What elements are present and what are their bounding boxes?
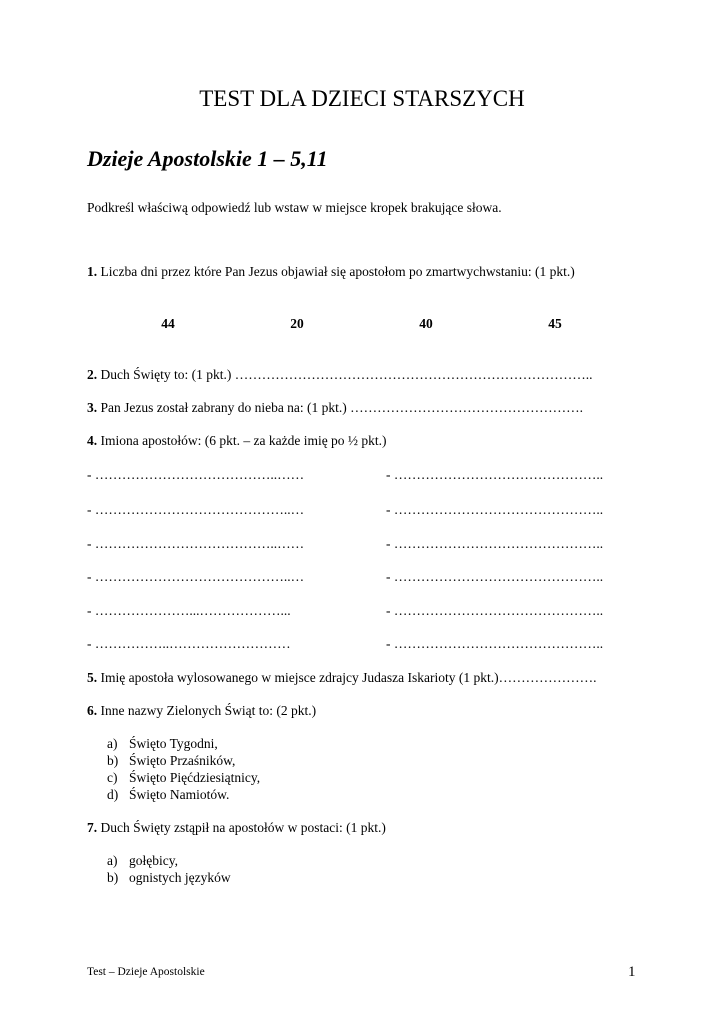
answer-option[interactable]: 40 [419,316,433,331]
answer-option[interactable]: 44 [161,316,175,331]
question-7 [87,820,386,836]
question-number: 4. [87,433,98,448]
list-item-text: Święto Tygodni, [129,736,218,751]
question-text: Duch Święty zstąpił na apostołów w postaci: (1 pkt.) [97,820,386,835]
list-item[interactable] [107,770,260,786]
list-item-text: Święto Namiotów. [129,787,230,802]
question-text: Inne nazwy Zielonych Świąt to: (2 pkt.) [97,703,317,718]
list-item-text: Święto Przaśników, [129,753,236,768]
question-text[interactable]: Pan Jezus został zabrany do nieba na: (1 pkt.) ……………………………………………. [97,400,584,415]
apostle-name-blank[interactable]: - ……………………………………….. [386,603,604,618]
list-letter: b) [107,753,119,768]
section-subtitle: Dzieje Apostolskie 1 – 5,11 [87,146,328,171]
list-letter: c) [107,770,118,785]
list-letter: a) [107,736,118,751]
question-6 [87,703,316,719]
question-2 [87,367,593,383]
page-title: TEST DLA DZIECI STARSZYCH [199,86,525,111]
question-4 [87,433,387,449]
question-number: 2. [87,367,98,382]
apostle-name-blank[interactable]: - ……………………………………….. [386,536,604,551]
list-item-text: Święto Pięćdziesiątnicy, [129,770,261,785]
question-5 [87,670,597,686]
question-3 [87,400,583,416]
apostle-name-blank[interactable]: - …………………………………..…… [87,467,305,482]
apostle-name-blank[interactable]: - ……………………………………….. [386,569,604,584]
answer-option[interactable]: 20 [290,316,304,331]
footer-text: Test – Dzieje Apostolskie [87,966,205,978]
list-item[interactable] [107,853,178,869]
apostle-name-blank[interactable]: - ……………..……………………… [87,636,291,651]
list-item[interactable] [107,870,231,886]
question-text[interactable]: Imię apostoła wylosowanego w miejsce zdrajcy Judasza Iskarioty (1 pkt.)…………………. [97,670,597,685]
apostle-name-blank[interactable]: - ……………………………………….. [386,467,604,482]
apostle-name-blank[interactable]: - ……………………………………….. [386,502,604,517]
list-letter: a) [107,853,118,868]
question-number: 3. [87,400,98,415]
question-text: Liczba dni przez które Pan Jezus objawiał się apostołom po zmartwychwstaniu: (1 pkt.) [97,264,575,279]
question-text: Imiona apostołów: (6 pkt. – za każde imię po ½ pkt.) [97,433,387,448]
list-letter: b) [107,870,119,885]
apostle-name-blank[interactable]: - ……………………………………..… [87,502,305,517]
question-number: 7. [87,820,98,835]
question-number: 6. [87,703,98,718]
apostle-name-blank[interactable]: - ……………………………………..… [87,569,305,584]
answer-option[interactable]: 45 [548,316,562,331]
apostle-name-blank[interactable]: - …………………...………………... [87,603,291,618]
question-number: 1. [87,264,98,279]
instruction-text: Podkreśl właściwą odpowiedź lub wstaw w miejsce kropek brakujące słowa. [87,200,502,215]
question-text[interactable]: Duch Święty to: (1 pkt.) …………………………………………………………………….. [97,367,593,382]
list-item[interactable] [107,736,218,752]
list-item-text: gołębicy, [129,853,178,868]
list-item-text: ognistych języków [129,870,231,885]
list-item[interactable] [107,787,229,803]
list-item[interactable] [107,753,235,769]
page-number: 1 [628,964,636,980]
list-letter: d) [107,787,119,802]
apostle-name-blank[interactable]: - ……………………………………….. [386,636,604,651]
question-number: 5. [87,670,98,685]
apostle-name-blank[interactable]: - …………………………………..…… [87,536,305,551]
question-1 [87,264,575,280]
